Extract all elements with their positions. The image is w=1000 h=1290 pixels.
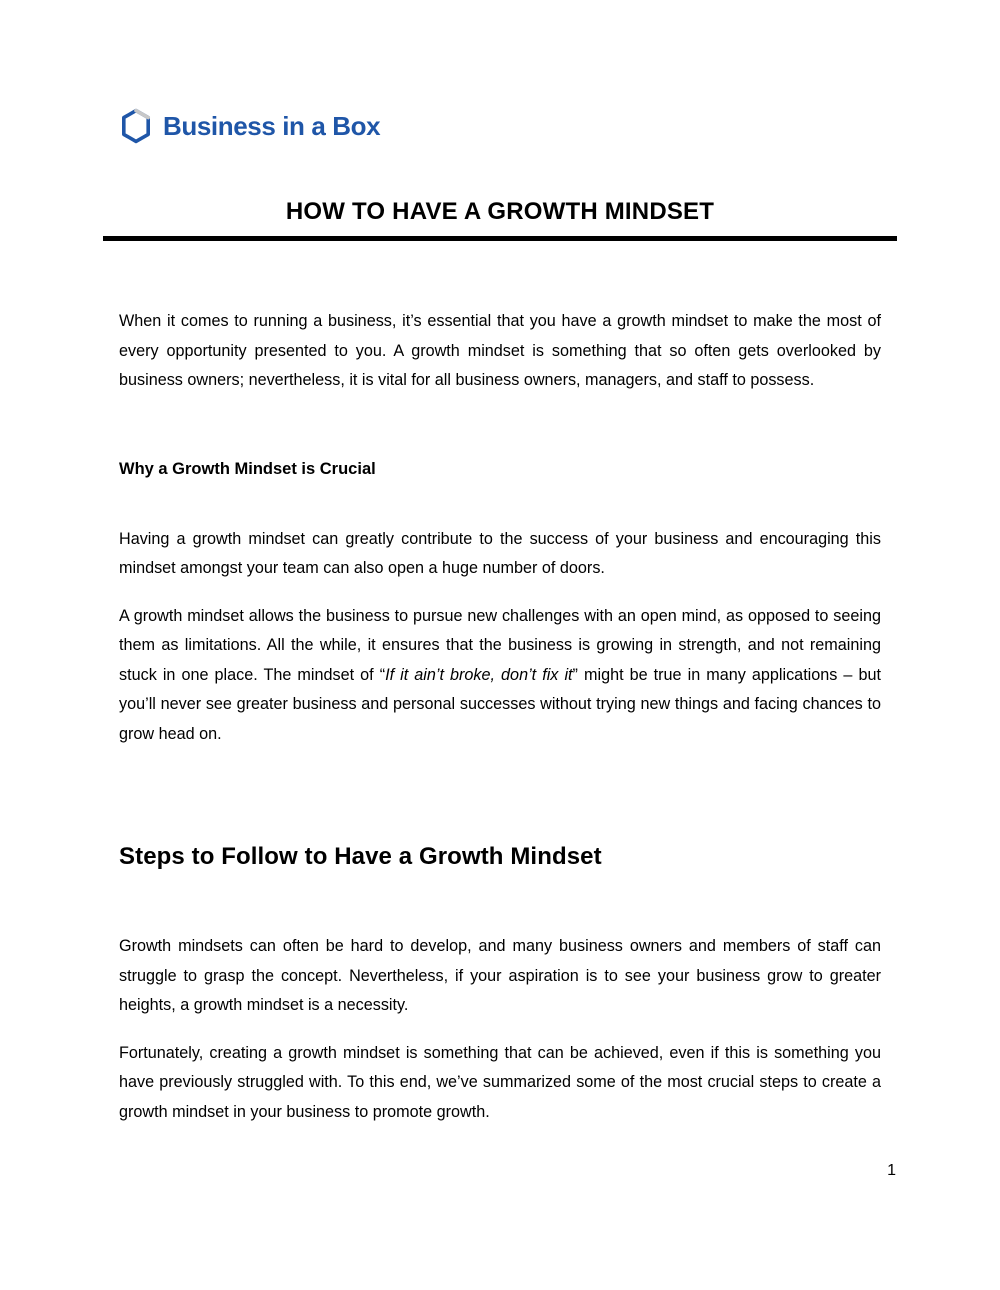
brand-logo: [119, 108, 380, 144]
brand-name: Business in a Box: [163, 111, 381, 141]
spacer: [119, 414, 881, 458]
spacer: [119, 767, 881, 811]
paragraph-text-part-2: ” might be true in many applications – but you’ll never see greater business and personal successes without trying new things and facing chances to grow head on.: [119, 665, 881, 743]
section-heading-steps-to-follow: Steps to Follow to Have a Growth Mindset: [119, 843, 602, 871]
document-body: [119, 307, 881, 1127]
paragraph-growth-mindset-allows: [119, 602, 881, 750]
spacer: [119, 872, 881, 916]
spacer: [119, 481, 881, 525]
subheading-why-growth-mindset-is-crucial: Why a Growth Mindset is Crucial: [119, 459, 376, 478]
paragraph-having-a-growth-mindset: Having a growth mindset can greatly contribute to the success of your business and encouraging this mindset amongst your team can also open a huge number of doors.: [119, 529, 881, 578]
italic-quote: If it ain’t broke, don’t fix it: [385, 665, 573, 684]
paragraph-growth-mindsets-hard-to-develop: Growth mindsets can often be hard to develop, and many business owners and members of staff can struggle to grasp the concept. Nevertheless, if your aspiration is to see your business grow to greater heights, a growth mindset is a necessity.: [119, 937, 881, 1015]
page-title: HOW TO HAVE A GROWTH MINDSET: [285, 198, 715, 226]
intro-paragraph: When it comes to running a business, it’s essential that you have a growth mindset to make the most of every opportunity presented to you. A growth mindset is something that so often gets overlooked by business owners; nevertheless, it is vital for all business owners, managers, and staff to possess.: [119, 312, 881, 389]
spacer: [119, 811, 881, 841]
spacer: [119, 916, 881, 932]
paragraph-fortunately-creating: Fortunately, creating a growth mindset is something that can be achieved, even if this is something you have previously struggled with. To this end, we’ve summarized some of the most crucial steps to create a growth mindset in your business to promote growth.: [119, 1043, 881, 1121]
hexagon-icon: [119, 108, 153, 144]
title-divider: [103, 236, 897, 241]
paragraph-text-part-1: A growth mindset allows the business to pursue new challenges with an open mind, as opposed to seeing them as limitations. All the while, it ensures that the business is growing in strength, and not remaining stuck in one place. The mindset of “: [119, 606, 881, 684]
page-number: 1: [887, 1162, 896, 1179]
